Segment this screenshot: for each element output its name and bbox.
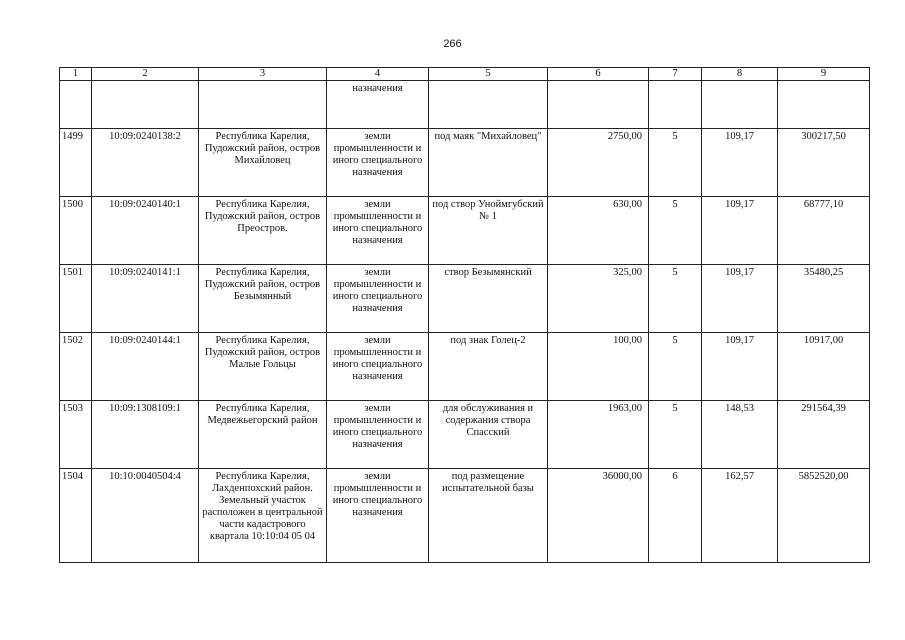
col-header: 8 bbox=[702, 68, 778, 81]
col9-cell: 68777,10 bbox=[778, 197, 870, 265]
col-header: 3 bbox=[199, 68, 327, 81]
col8-cell: 109,17 bbox=[702, 129, 778, 197]
col-header: 6 bbox=[548, 68, 649, 81]
col-header: 5 bbox=[429, 68, 548, 81]
category-cell: земли промышленности и иного специального назначения bbox=[327, 265, 429, 333]
category-cell: земли промышленности и иного специального назначения bbox=[327, 333, 429, 401]
col9-cell: 300217,50 bbox=[778, 129, 870, 197]
category-cell: земли промышленности и иного специального назначения bbox=[327, 469, 429, 563]
purpose-cell: под маяк "Михайловец" bbox=[429, 129, 548, 197]
col-header: 9 bbox=[778, 68, 870, 81]
land-parcels-table bbox=[59, 67, 870, 563]
col-header: 7 bbox=[649, 68, 702, 81]
col8-cell: 162,57 bbox=[702, 469, 778, 563]
purpose-cell: под размещение испытательной базы bbox=[429, 469, 548, 563]
col7-cell: 5 bbox=[649, 129, 702, 197]
cadastral-number-cell: 10:10:0040504:4 bbox=[92, 469, 199, 563]
cadastral-number-cell: 10:09:0240140:1 bbox=[92, 197, 199, 265]
col-header: 4 bbox=[327, 68, 429, 81]
area-cell: 1963,00 bbox=[548, 401, 649, 469]
col-header: 1 bbox=[60, 68, 92, 81]
row-number-cell: 1501 bbox=[60, 265, 92, 333]
location-cell: Республика Карелия, Пудожский район, остров Преостров. bbox=[199, 197, 327, 265]
purpose-cell: под знак Голец-2 bbox=[429, 333, 548, 401]
table-row bbox=[60, 265, 870, 333]
area-cell: 630,00 bbox=[548, 197, 649, 265]
purpose-cell: под створ Уноймгубский № 1 bbox=[429, 197, 548, 265]
table-row bbox=[60, 469, 870, 563]
purpose-cell: для обслуживания и содержания створа Спасский bbox=[429, 401, 548, 469]
row-number-cell: 1502 bbox=[60, 333, 92, 401]
table-row bbox=[60, 333, 870, 401]
col7-cell: 5 bbox=[649, 333, 702, 401]
row-number-cell: 1504 bbox=[60, 469, 92, 563]
col7-cell: 5 bbox=[649, 401, 702, 469]
col9-cell: 291564,39 bbox=[778, 401, 870, 469]
cadastral-number-cell: 10:09:0240144:1 bbox=[92, 333, 199, 401]
table-row bbox=[60, 197, 870, 265]
row-number-cell: 1503 bbox=[60, 401, 92, 469]
category-cell: земли промышленности и иного специального назначения bbox=[327, 129, 429, 197]
col9-cell: 35480,25 bbox=[778, 265, 870, 333]
column-number-header-row bbox=[60, 68, 870, 81]
table-row bbox=[60, 401, 870, 469]
col9-cell: 5852520,00 bbox=[778, 469, 870, 563]
col8-cell: 109,17 bbox=[702, 197, 778, 265]
location-cell: Республика Карелия, Пудожский район, остров Михайловец bbox=[199, 129, 327, 197]
category-cell: земли промышленности и иного специального назначения bbox=[327, 401, 429, 469]
category-cell: назначения bbox=[327, 81, 429, 129]
table-row bbox=[60, 129, 870, 197]
col7-cell: 6 bbox=[649, 469, 702, 563]
col9-cell: 10917,00 bbox=[778, 333, 870, 401]
purpose-cell: створ Безымянский bbox=[429, 265, 548, 333]
category-cell: земли промышленности и иного специального назначения bbox=[327, 197, 429, 265]
cadastral-number-cell: 10:09:0240141:1 bbox=[92, 265, 199, 333]
col8-cell: 109,17 bbox=[702, 265, 778, 333]
col7-cell: 5 bbox=[649, 265, 702, 333]
row-number-cell: 1500 bbox=[60, 197, 92, 265]
continuation-row bbox=[60, 81, 870, 129]
col8-cell: 148,53 bbox=[702, 401, 778, 469]
col8-cell: 109,17 bbox=[702, 333, 778, 401]
area-cell: 2750,00 bbox=[548, 129, 649, 197]
col7-cell: 5 bbox=[649, 197, 702, 265]
location-cell: Республика Карелия, Лахденпохский район. Земельный участок расположен в центральной части кадастрового квартала 10:10:04 05 04 bbox=[199, 469, 327, 563]
page-number: 266 bbox=[443, 38, 462, 50]
location-cell: Республика Карелия, Пудожский район, остров Малые Гольцы bbox=[199, 333, 327, 401]
location-cell: Республика Карелия, Пудожский район, остров Безымянный bbox=[199, 265, 327, 333]
area-cell: 36000,00 bbox=[548, 469, 649, 563]
location-cell: Республика Карелия, Медвежьегорский район bbox=[199, 401, 327, 469]
cadastral-number-cell: 10:09:1308109:1 bbox=[92, 401, 199, 469]
col-header: 2 bbox=[92, 68, 199, 81]
cadastral-number-cell: 10:09:0240138:2 bbox=[92, 129, 199, 197]
row-number-cell: 1499 bbox=[60, 129, 92, 197]
area-cell: 325,00 bbox=[548, 265, 649, 333]
area-cell: 100,00 bbox=[548, 333, 649, 401]
